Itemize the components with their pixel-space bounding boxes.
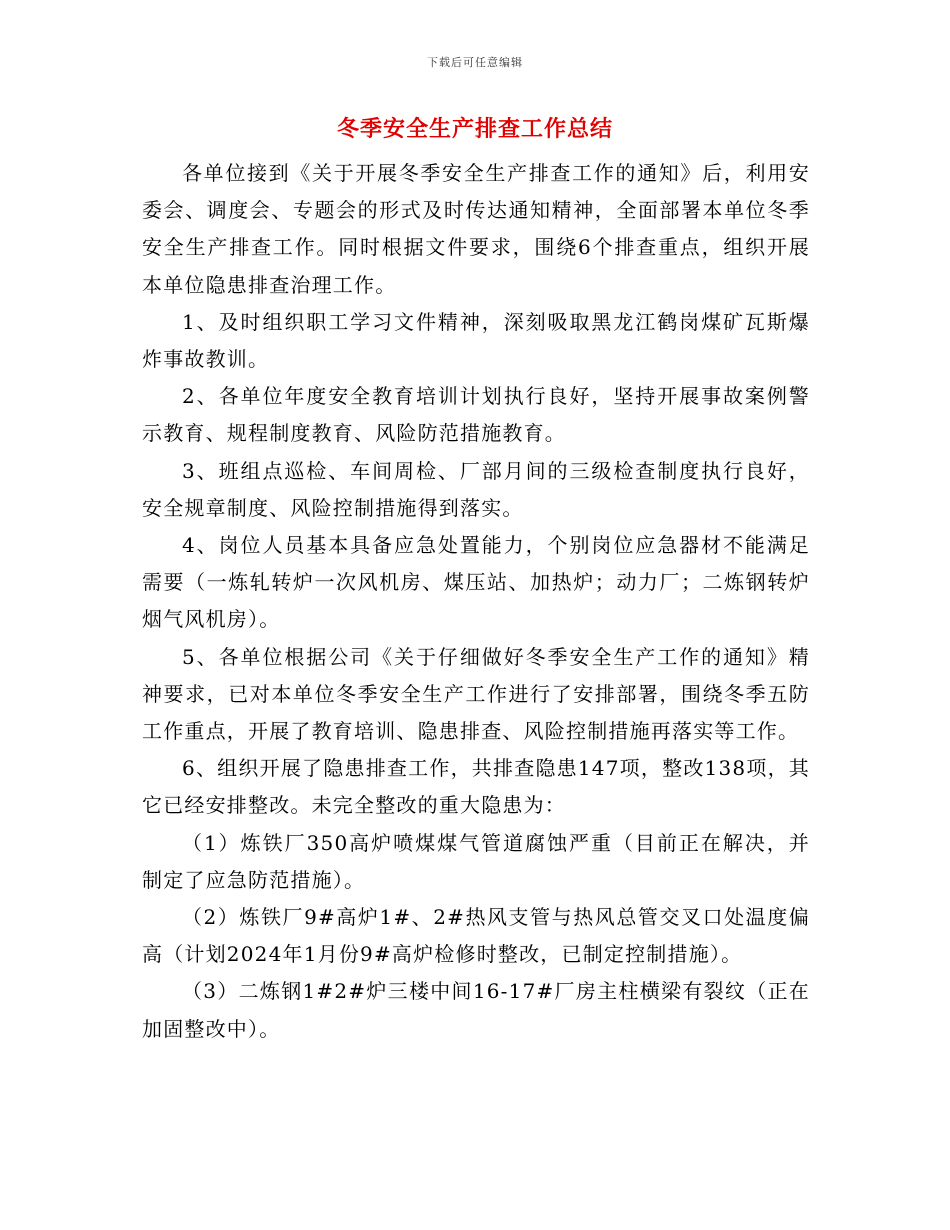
paragraph-item-1: 1、及时组织职工学习文件精神，深刻吸取黑龙江鹤岗煤矿瓦斯爆炸事故教训。 [142,309,810,372]
paragraph-hazard-1: （1）炼铁厂350高炉喷煤煤气管道腐蚀严重（目前正在解决，并制定了应急防范措施）。 [142,830,810,892]
header-note: 下载后可任意编辑 [427,56,523,69]
paragraph-item-2: 2、各单位年度安全教育培训计划执行良好，坚持开展事故案例警示教育、规程制度教育、风险防范措施教育。 [142,384,810,446]
paragraph-intro: 各单位接到《关于开展冬季安全生产排查工作的通知》后，利用安委会、调度会、专题会的形式及时传达通知精神，全面部署本单位冬季安全生产排查工作。同时根据文件要求，围绕6个排查重点，组织开展本单位隐患排查治理工作。 [142,161,810,297]
paragraph-item-6: 6、组织开展了隐患排查工作，共排查隐患147项，整改138项，其它已经安排整改。未完全整改的重大隐患为： [142,756,810,818]
paragraph-hazard-2: （2）炼铁厂9#高炉1#、2#热风支管与热风总管交叉口处温度偏高（计划2024年1月份9#高炉检修时整改，已制定控制措施）。 [142,905,810,967]
document-body [142,155,810,1048]
document-title: 冬季安全生产排查工作总结 [336,116,613,142]
paragraph-item-4: 4、岗位人员基本具备应急处置能力，个别岗位应急器材不能满足需要（一炼轧转炉一次风机房、煤压站、加热炉；动力厂；二炼钢转炉烟气风机房）。 [142,533,810,632]
paragraph-hazard-3: （3）二炼钢1#2#炉三楼中间16-17#厂房主柱横梁有裂纹（正在加固整改中）。 [142,979,810,1041]
paragraph-item-5: 5、各单位根据公司《关于仔细做好冬季安全生产工作的通知》精神要求，已对本单位冬季安全生产工作进行了安排部署，围绕冬季五防工作重点，开展了教育培训、隐患排查、风险控制措施再落实等工作。 [142,644,810,744]
paragraph-item-3: 3、班组点巡检、车间周检、厂部月间的三级检查制度执行良好，安全规章制度、风险控制措施得到落实。 [142,458,810,520]
